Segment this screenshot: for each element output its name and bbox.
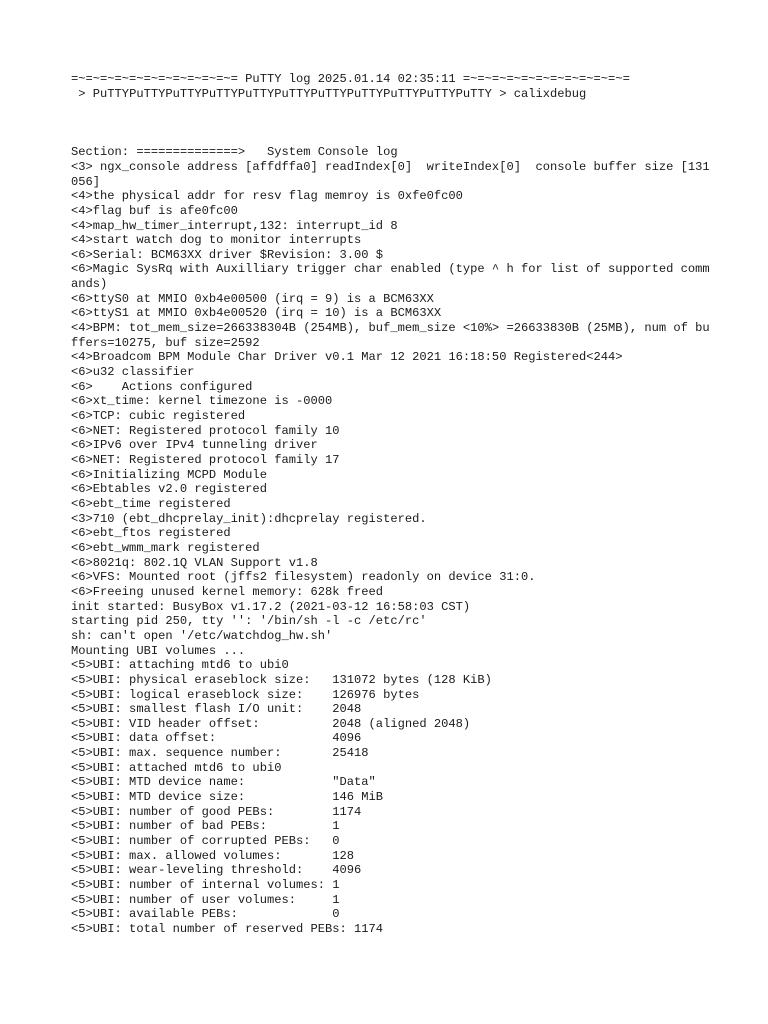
log-line: <5>UBI: max. allowed volumes: 128 (71, 848, 355, 863)
log-line: <3> ngx_console address [affdffa0] readIndex[0] writeIndex[0] console buffer size [131056] (71, 159, 710, 189)
log-line: <5>UBI: logical eraseblock size: 126976 bytes (71, 687, 420, 702)
log-line: <6>Magic SysRq with Auxilliary trigger char enabled (type ^ h for list of supported commands) (71, 262, 710, 292)
log-line: <5>UBI: number of bad PEBs: 1 (71, 819, 340, 834)
log-line: <5>UBI: attached mtd6 to ubi0 (71, 760, 282, 775)
log-line: <5>UBI: smallest flash I/O unit: 2048 (71, 702, 362, 717)
log-line: <5>UBI: number of good PEBs: 1174 (71, 804, 362, 819)
log-line: <6>VFS: Mounted root (jffs2 filesystem) readonly on device 31:0. (71, 570, 536, 585)
log-line: Section: ==============> System Console log (71, 145, 398, 160)
log-line: <6>xt_time: kernel timezone is -0000 (71, 394, 333, 409)
log-line: <3>710 (ebt_dhcprelay_init):dhcprelay registered. (71, 511, 427, 526)
log-line: <6>ebt_wmm_mark registered (71, 540, 260, 555)
log-line: <5>UBI: number of internal volumes: 1 (71, 878, 340, 893)
log-line: <5>UBI: max. sequence number: 25418 (71, 746, 369, 761)
log-line: <5>UBI: total number of reserved PEBs: 1174 (71, 922, 384, 937)
log-line: <6>Freeing unused kernel memory: 628k freed (71, 584, 384, 599)
log-line: <6>Serial: BCM63XX driver $Revision: 3.00 $ (71, 247, 384, 262)
log-line: > PuTTYPuTTYPuTTYPuTTYPuTTYPuTTYPuTTYPuTTYPuTTYPuTTYPuTTY > calixdebug (71, 86, 587, 101)
log-line: <6>NET: Registered protocol family 10 (71, 423, 340, 438)
log-line: <5>UBI: physical eraseblock size: 131072 bytes (128 KiB) (71, 672, 492, 687)
log-line (71, 131, 711, 146)
console-log-text (71, 72, 711, 937)
log-line: <4>the physical addr for resv flag memroy is 0xfe0fc00 (71, 189, 463, 204)
log-line: init started: BusyBox v1.17.2 (2021-03-12 16:58:03 CST) (71, 599, 471, 614)
log-line: <4>BPM: tot_mem_size=266338304B (254MB), buf_mem_size <10%> =26633830B (25MB), num of buffers=10275, buf size=2592 (71, 321, 710, 350)
log-line: <6>u32 classifier (71, 365, 195, 380)
log-line: <5>UBI: number of corrupted PEBs: 0 (71, 834, 340, 849)
log-line: <6>Ebtables v2.0 registered (71, 482, 267, 497)
log-line: <5>UBI: attaching mtd6 to ubi0 (71, 658, 289, 673)
log-line: <6>TCP: cubic registered (71, 409, 246, 424)
log-line: <4>Broadcom BPM Module Char Driver v0.1 Mar 12 2021 16:18:50 Registered<244> (71, 350, 623, 365)
log-line: <5>UBI: available PEBs: 0 (71, 907, 340, 922)
log-line: <6>NET: Registered protocol family 17 (71, 453, 340, 468)
log-line: sh: can't open '/etc/watchdog_hw.sh' (71, 628, 333, 643)
log-line: <4>map_hw_timer_interrupt,132: interrupt_id 8 (71, 218, 398, 233)
log-line: <5>UBI: MTD device name: "Data" (71, 775, 376, 790)
log-line: <5>UBI: wear-leveling threshold: 4096 (71, 863, 362, 878)
log-line: <6>8021q: 802.1Q VLAN Support v1.8 (71, 555, 318, 570)
log-line: <4>start watch dog to monitor interrupts (71, 233, 362, 248)
log-line: =~=~=~=~=~=~=~=~=~=~=~= PuTTY log 2025.01.14 02:35:11 =~=~=~=~=~=~=~=~=~=~=~= (71, 72, 630, 86)
log-line: <5>UBI: MTD device size: 146 MiB (71, 790, 384, 805)
log-line: <6>ebt_ftos registered (71, 526, 231, 541)
log-line (71, 116, 711, 131)
log-line: <6>ttyS0 at MMIO 0xb4e00500 (irq = 9) is a BCM63XX (71, 291, 434, 306)
log-line: Mounting UBI volumes ... (71, 643, 246, 658)
log-line: <5>UBI: data offset: 4096 (71, 731, 362, 746)
log-line: starting pid 250, tty '': '/bin/sh -l -c /etc/rc' (71, 614, 427, 629)
log-line: <6>ttyS1 at MMIO 0xb4e00520 (irq = 10) is a BCM63XX (71, 306, 442, 321)
log-line: <6>Initializing MCPD Module (71, 467, 267, 482)
log-line: <5>UBI: VID header offset: 2048 (aligned 2048) (71, 716, 471, 731)
log-line: <5>UBI: number of user volumes: 1 (71, 892, 340, 907)
log-line: <6>IPv6 over IPv4 tunneling driver (71, 438, 318, 453)
log-line (71, 101, 711, 116)
log-line: <4>flag buf is afe0fc00 (71, 203, 238, 218)
log-line: <6>ebt_time registered (71, 496, 231, 511)
log-line: <6> Actions configured (71, 379, 253, 394)
